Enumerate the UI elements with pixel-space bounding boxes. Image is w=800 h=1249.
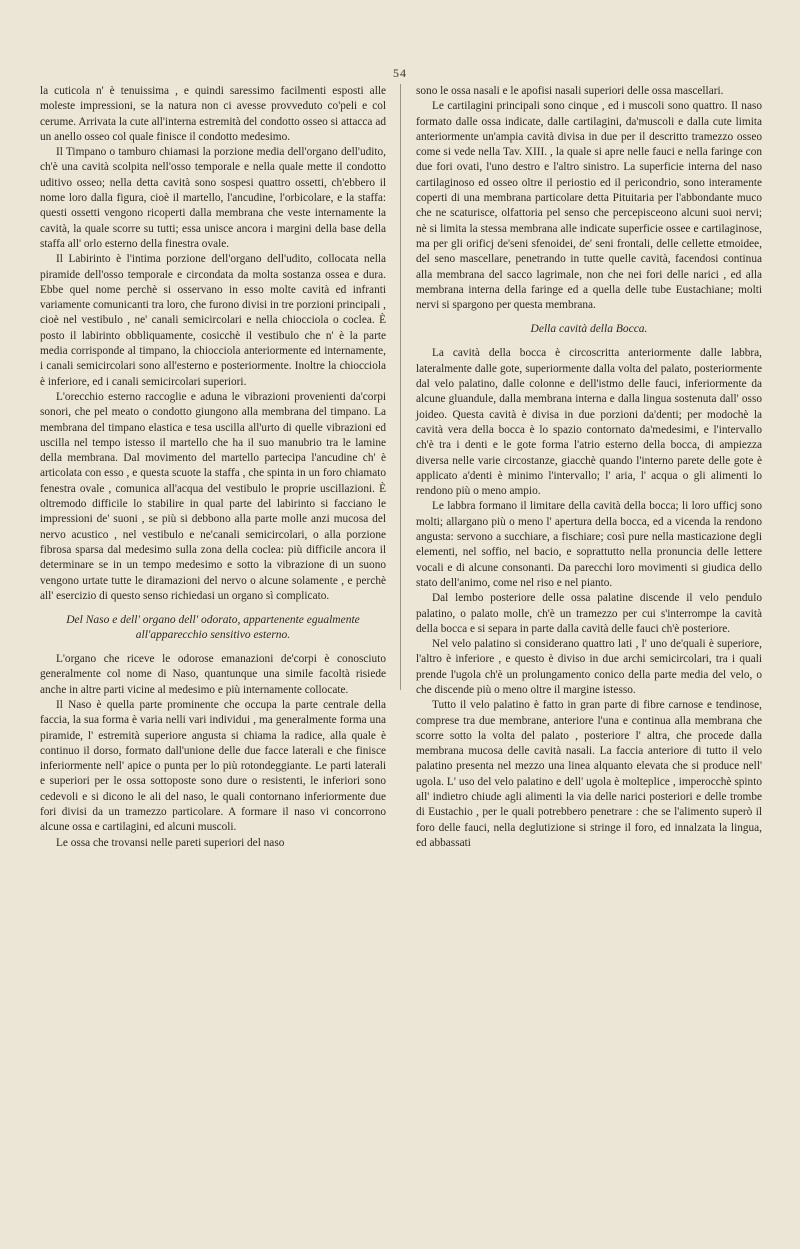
paragraph: Dal lembo posteriore delle ossa palatine discende il velo pendulo palatino, o palato molle, ch'è un tramezzo per cui s'interrompe la cavità della bocca e si separa in parte dalla cavità delle fauci ch'è posteriore.: [416, 592, 762, 635]
paragraph: L'organo che riceve le odorose emanazioni de'corpi è conosciuto generalmente col nome di Naso, quantunque una simile facoltà risiede anche in altre parti vicine al medesimo e più internamente collocate.: [40, 653, 386, 696]
paragraph: Tutto il velo palatino è fatto in gran parte di fibre carnose e tendinose, comprese tra due membrane, anteriore l'una e continua alla membrana che scorre sotto la volta del palato , posteriore l' altra, che procede dalla membrana mucosa delle cavità nasali. La faccia anteriore di tutto il velo palatino presenta nel mezzo una linea alquanto elevata che si produce nell' ugola. L' uso del velo palatino e dell' ugola è molteplice , imperocchè spinto all' indietro chiude agli alimenti la via delle narici posteriori e delle trombe di Eustachio , per le quali potrebbero penetrare : che se l'alimento superò il foro delle fauci, nella deglutizione si stringe il foro, ed innalzata la lingua, ed abbassati: [416, 699, 762, 849]
paragraph: Le ossa che trovansi nelle pareti superiori del naso: [56, 836, 285, 849]
paragraph: Il Labirinto è l'intima porzione dell'organo dell'udito, collocata nella piramide dell'osso temporale e circondata da molta sostanza ossea e dura. Ebbe quel nome perchè si osservano in esso molte cavità ed infranti variamente comunicanti tra loro, che furono divisi in tre porzioni principali , cioè nel vestibulo , ne' canali semicircolari e nella chiocciola o coclea. È posto il labirinto obbliquamente, cosicchè il vestibulo che n' è la parte media corrisponde al timpano, la chiocciola anteriormente ed internamente, i canali semicircolari sono all'esterno e posteriormente. Inoltre la chiocciola è inferiore, ed i canali semicircolari superiori.: [40, 253, 386, 388]
column-divider: [400, 84, 401, 690]
paragraph: La cavità della bocca è circoscritta anteriormente dalle labbra, lateralmente dalle gote, superiormente dalla volta del palato, posteriormente dal velo palatino, dalle colonne e dell'istmo delle fauci, inferiormente da alcune gluandule, dalla membrana interna e dalla lingua sostenuta dall' osso joideo. Questa cavità è divisa in due porzioni da'denti; per modochè la cavità vera della bocca è lo spazio contornato da'medesimi, e l'intervallo ch'è tra i denti e le gote forma l'atrio esterno della bocca, di ampiezza diversa nelle varie circostanze, giacchè quando l'interno parete delle gote è applicato a'denti è minimo l'intervallo; l' aria, l' acqua o gli alimenti lo rendono più o meno ampio.: [416, 347, 762, 498]
paragraph: Le labbra formano il limitare della cavità della bocca; li loro ufficj sono molti; allargano più o meno l' apertura della bocca, ed a vicenda la rendono angusta: servono a succhiare, a fischiare; così pure nella masticazione degli elementi, nel soffio, nel bacio, e soprattutto nella pronuncia delle lettere vocali e di alcune consonanti. Da parecchi loro movimenti si giudica dello stato dell'animo, come nel riso e nel pianto.: [416, 500, 762, 589]
page-number: 54: [393, 66, 407, 80]
section-heading-naso: Del Naso e dell' organo dell' odorato, appartenente egualmente all'apparecchio sensitivo esterno.: [66, 614, 360, 642]
left-column: [40, 84, 386, 851]
section-heading-bocca: Della cavità della Bocca.: [530, 323, 648, 336]
paragraph: Le cartilagini principali sono cinque , ed i muscoli sono quattro. Il naso formato dalle ossa indicate, dalle cartilagini, da'muscoli e dalla cute limita anteriormente un'ampia cavità divisa in due per il descritto tramezzo osseo come si vede nella Tav. XIII. , la quale si apre nelle fauci e nella faringe con due fori ovati, l'uno destro e l'altro sinistro. La superficie interna del naso cartilaginoso ed osseo oltre il periostio ed il pericondrio, sono interamente coperti di una membrana particolare detta Pituitaria per l'abbondante muco che ne scaturisce, olfattoria pel senso che percepisceono alcuni suoi nervi; nè si limita la stessa membrana alle indicate superficie ossee e cartilaginose, ma per gli orificj de'seni sfenoidei, de' seni frontali, delle cellette etmoidee, del seno mascellare, penetrando in tutte quelle cavità, facendosi continua alla membrana del sacco lagrimale, non che nei fori delle narici , ed alla membrana interna della faringe ed a quella delle tube Eustachiane; molti nervi si spargono per questa membrana.: [416, 100, 762, 312]
paragraph: Nel velo palatino si considerano quattro lati , l' uno de'quali è superiore, l'altro è inferiore , e questo è diviso in due archi semicircolari, tra i quali prende l'ugola ch'è un prolungamento conico della parte media del velo, o che discende più o meno oltre il margine istesso.: [416, 638, 762, 696]
right-column: [416, 84, 762, 851]
paragraph: L'orecchio esterno raccoglie e aduna le vibrazioni provenienti da'corpi sonori, che pel meato o condotto giungono alla membrana del timpano. La membrana del timpano elastica e tesa uscilla all'urto di quelle vibrazioni ed uscilla nel tempo istesso il martello che ha il suo manubrio tra le lamine della membrana. Dal movimento del martello partecipa l'ancudine ch' è articolata con esso , e questa scuote la staffa , che spinta in un foro chiamato fenestra ovale , comunica all'acqua del vestibulo le proprie uscillazioni. È oltremodo difficile lo stabilire in qual parte del labirinto si facciano le impressioni de' suoni , se più si debbono alla parte molle anzi mucosa del nervo acustico , nel vestibulo e ne'canali semicircolari, o alla porzione fibrosa sparsa dal medesimo sulla zona della coclea: più difficile ancora il determinare se in un tempo medesimo e sotto la vibrazione di un suono vengono urtate tutte le diramazioni del nervo o alcune solamente , e perchè all' esercizio di questo senso richiedasi un organo sì complicato.: [40, 390, 386, 602]
paragraph: sono le ossa nasali e le apofisi nasali superiori delle ossa mascellari.: [416, 85, 724, 97]
paragraph: Il Timpano o tamburo chiamasi la porzione media dell'organo dell'udito, ch'è una cavità scolpita nell'osso temporale e nella quale mette il condotto uditivo osseo; nella detta cavità sono sospesi quattro ossetti, ch'ebbero il nome loro dalla figura, cioè il martello, l'ancudine, l'orbicolare, e la staffa: questi ossetti vengono ricoperti dalla membrana che veste internamente la cavità, la quale scorre su tutti; essa unisce ancora i margini della base della staffa all' orlo esterno della finestra ovale.: [40, 146, 386, 250]
paragraph: la cuticola n' è tenuissima , e quindi saressimo facilmenti esposti alle moleste impressioni, se la natura non ci avesse provveduto co'peli e col cerume. Arrivata la cute all'interna estremità del condotto osseo si attacca ad un anello osseo col quale finisce il condotto medesimo.: [40, 85, 386, 143]
paragraph: Il Naso è quella parte prominente che occupa la parte centrale della faccia, la sua forma è varia nelli vari individui , ma generalmente forma una piramide, l' estremità superiore angusta si chiama la radice, alla quale è continuo il dorso, formato dall'unione delle due facce laterali e che finisce inferiormente nell' apice o punta per lo più rotondeggiante. Le parti laterali e superiori per le ossa sottoposte sono dure o resistenti, le inferiori sono cedevoli e si dicono le ali del naso, le quali contornano inferiormente due fori divisi da un tramezzo particolare. A formare il naso vi concorrono alcune ossa e cartilagini, ed alcuni muscoli.: [40, 698, 386, 834]
